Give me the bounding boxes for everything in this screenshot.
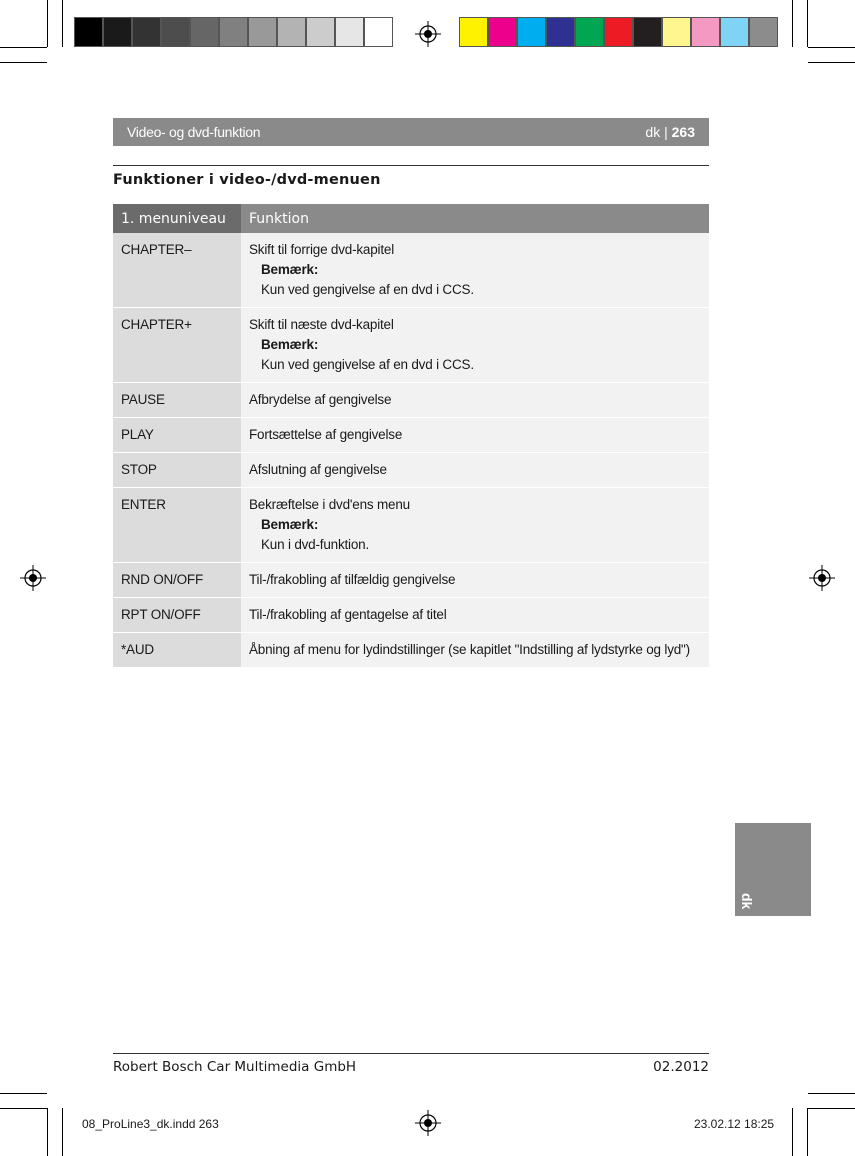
function-description: Åbning af menu for lydindstillinger (se kapitlet "Indstilling af lydstyrke og lyd") [249, 642, 690, 657]
table-row [113, 488, 709, 563]
side-tab-label: dk [739, 893, 755, 910]
header-separator: | [664, 124, 668, 140]
crop-mark [47, 1108, 48, 1156]
language-side-tab [735, 823, 811, 916]
function-cell [241, 308, 709, 383]
color-swatch [74, 17, 103, 47]
function-cell [241, 488, 709, 563]
crop-mark [792, 0, 793, 47]
function-cell [241, 233, 709, 308]
menu-level-cell: *AUD [113, 633, 241, 668]
color-swatch [691, 17, 720, 47]
footer-company: Robert Bosch Car Multimedia GmbH [113, 1059, 357, 1075]
table-row [113, 633, 709, 668]
crop-mark [0, 1093, 47, 1094]
section-title: Funktioner i video-/dvd-menuen [113, 172, 381, 188]
column-header-function: Funktion [241, 204, 709, 233]
function-description: Bekræftelse i dvd'ens menu [249, 497, 410, 512]
function-description: Til-/frakobling af gentagelse af titel [249, 607, 447, 622]
table-header-row [113, 204, 709, 233]
header-section-title: Video- og dvd-funktion [127, 124, 261, 140]
function-cell [241, 633, 709, 668]
function-cell [241, 453, 709, 488]
color-swatch [604, 17, 633, 47]
menu-level-cell: ENTER [113, 488, 241, 563]
page-number: 263 [671, 124, 695, 140]
registration-mark-icon [415, 1110, 441, 1136]
note-block [249, 335, 701, 375]
color-swatch [335, 17, 364, 47]
menu-level-cell: CHAPTER+ [113, 308, 241, 383]
table-row [113, 418, 709, 453]
color-swatch [546, 17, 575, 47]
table-row [113, 453, 709, 488]
menu-level-cell: STOP [113, 453, 241, 488]
note-block [249, 260, 701, 300]
function-cell [241, 563, 709, 598]
crop-mark [0, 1108, 47, 1109]
table-row [113, 308, 709, 383]
menu-table [113, 204, 709, 668]
registration-mark-icon [809, 565, 835, 591]
color-swatch [633, 17, 662, 47]
footer-date: 02.2012 [653, 1059, 709, 1075]
color-swatch [219, 17, 248, 47]
crop-mark [807, 0, 808, 47]
function-description: Skift til forrige dvd-kapitel [249, 242, 395, 257]
table-row [113, 383, 709, 418]
color-swatch [459, 17, 488, 47]
header-page-number [645, 124, 695, 140]
registration-mark-icon [415, 21, 441, 47]
note-label: Bemærk: [261, 517, 319, 532]
function-cell [241, 418, 709, 453]
crop-mark [0, 47, 47, 48]
column-header-menu-level: 1. menuniveau [113, 204, 241, 233]
crop-mark [62, 0, 63, 47]
crop-mark [62, 1108, 63, 1156]
color-swatch [517, 17, 546, 47]
crop-mark [807, 1108, 808, 1156]
crop-mark [808, 47, 855, 48]
menu-level-cell: CHAPTER– [113, 233, 241, 308]
function-description: Afbrydelse af gengivelse [249, 392, 392, 407]
table-row [113, 563, 709, 598]
title-rule [113, 165, 709, 166]
color-swatch [662, 17, 691, 47]
slug-file-name: 08_ProLine3_dk.indd 263 [82, 1117, 219, 1131]
crop-mark [808, 62, 855, 63]
registration-mark-icon [20, 565, 46, 591]
note-text: Kun ved gengivelse af en dvd i CCS. [261, 357, 474, 372]
crop-mark [792, 1108, 793, 1156]
menu-level-cell: RND ON/OFF [113, 563, 241, 598]
color-swatch [132, 17, 161, 47]
color-swatch [720, 17, 749, 47]
function-cell [241, 598, 709, 633]
color-swatch [161, 17, 190, 47]
crop-mark [808, 1093, 855, 1094]
color-swatch [277, 17, 306, 47]
crop-mark [0, 62, 47, 63]
footer-rule [113, 1053, 709, 1054]
note-text: Kun ved gengivelse af en dvd i CCS. [261, 282, 474, 297]
color-swatch [364, 17, 393, 47]
color-swatch [248, 17, 277, 47]
menu-level-cell: RPT ON/OFF [113, 598, 241, 633]
color-swatch [190, 17, 219, 47]
function-cell [241, 383, 709, 418]
menu-level-cell: PLAY [113, 418, 241, 453]
note-label: Bemærk: [261, 337, 319, 352]
crop-mark [808, 1108, 855, 1109]
function-description: Fortsættelse af gengivelse [249, 427, 403, 442]
function-description: Til-/frakobling af tilfældig gengivelse [249, 572, 456, 587]
color-swatch [749, 17, 778, 47]
color-swatch [306, 17, 335, 47]
note-text: Kun i dvd-funktion. [261, 537, 370, 552]
table-row [113, 598, 709, 633]
menu-level-cell: PAUSE [113, 383, 241, 418]
function-description: Skift til næste dvd-kapitel [249, 317, 394, 332]
crop-mark [47, 0, 48, 47]
slug-timestamp: 23.02.12 18:25 [694, 1117, 775, 1131]
header-language: dk [645, 124, 661, 140]
table-row [113, 233, 709, 308]
running-header [113, 118, 709, 146]
color-swatch [488, 17, 517, 47]
function-description: Afslutning af gengivelse [249, 462, 387, 477]
note-block [249, 515, 701, 555]
color-swatch [575, 17, 604, 47]
color-swatch [103, 17, 132, 47]
note-label: Bemærk: [261, 262, 319, 277]
